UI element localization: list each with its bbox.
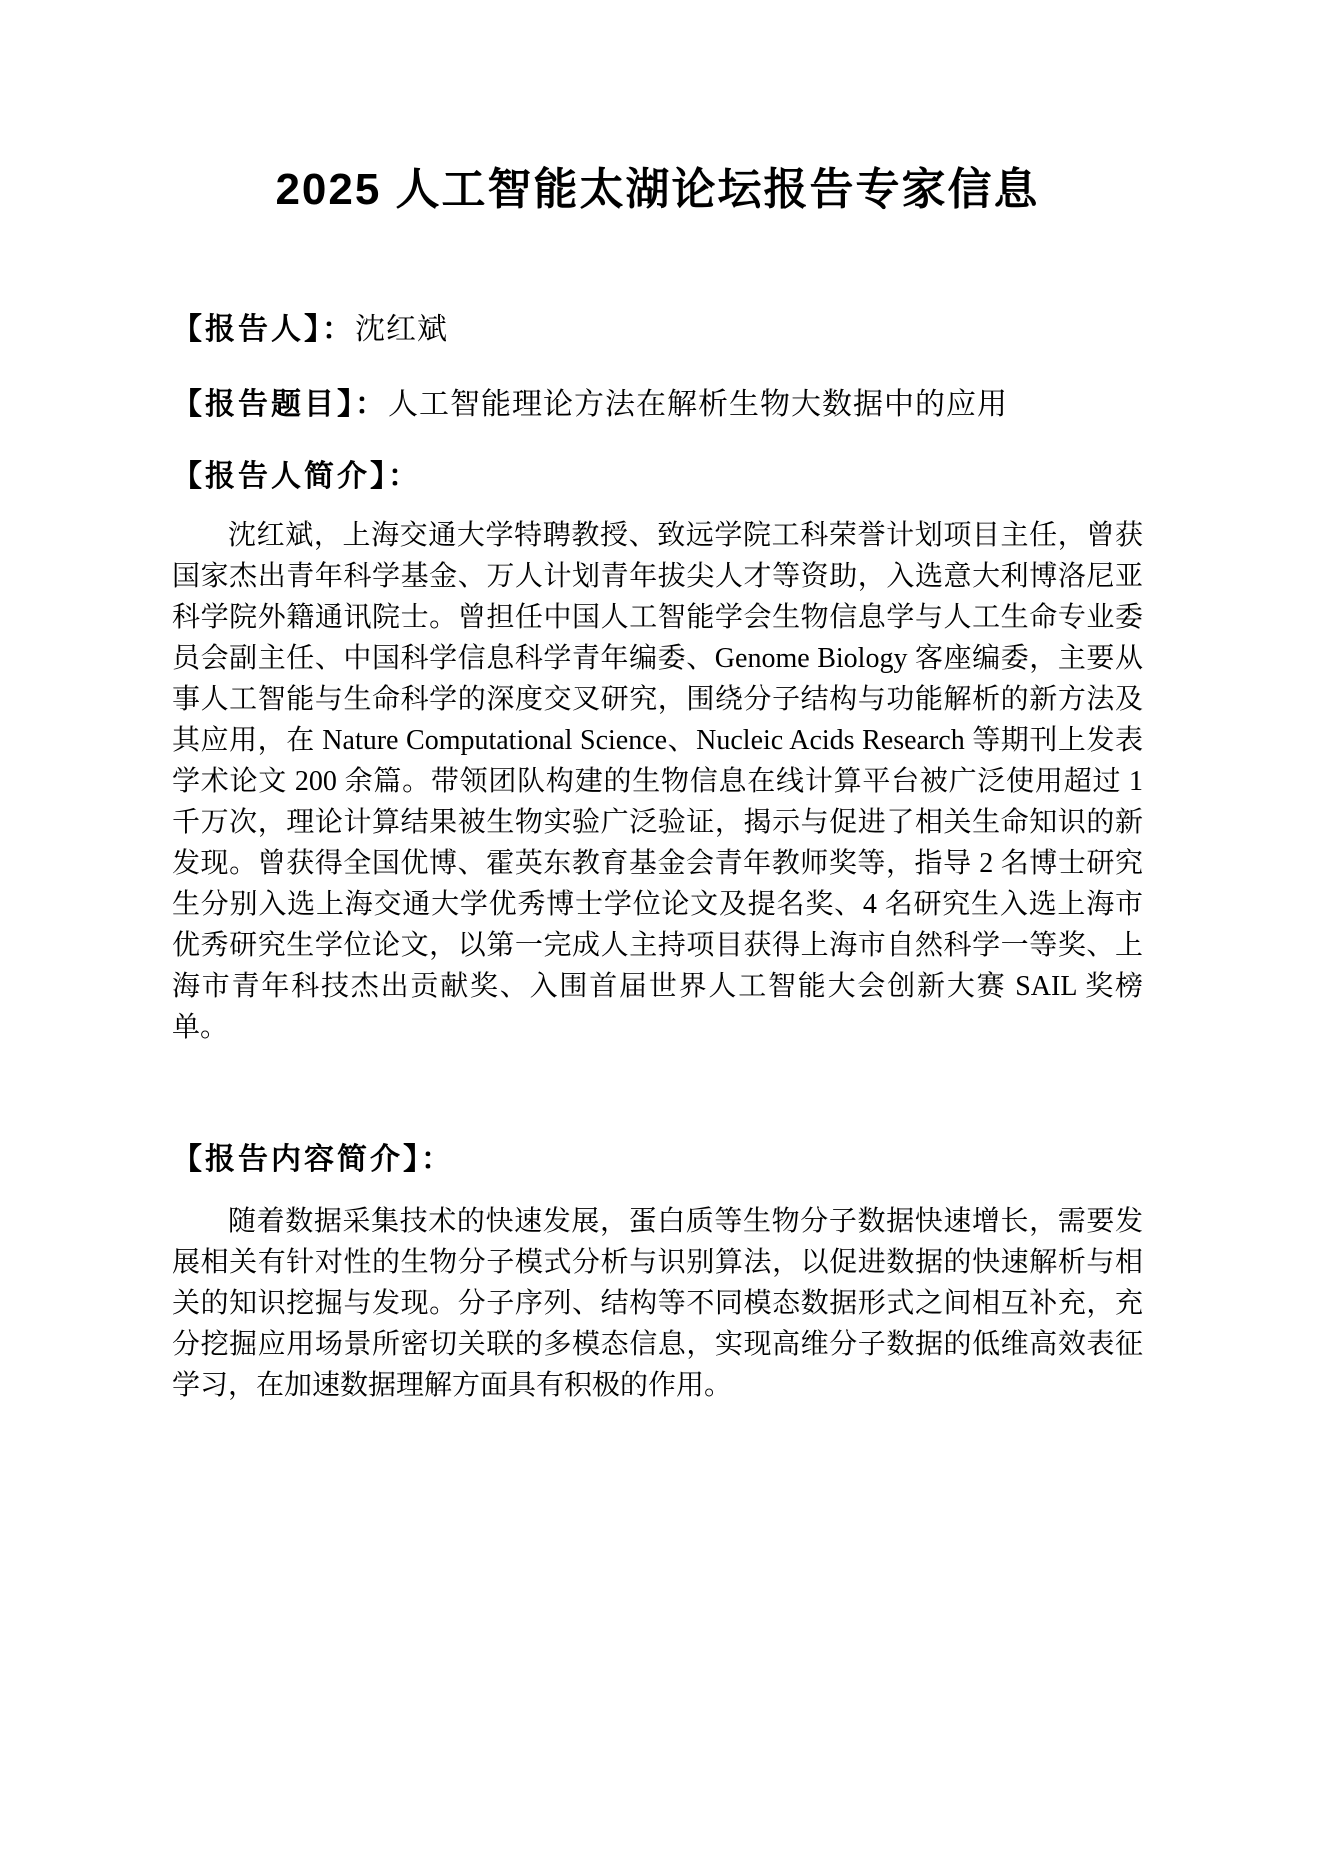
bio-heading	[172, 457, 1143, 497]
abstract-heading	[172, 1140, 1143, 1180]
speaker-label: 【报告人】：	[172, 312, 355, 346]
topic-line	[172, 385, 1143, 425]
bio-label: 【报告人简介】：	[172, 459, 421, 493]
abstract-label: 【报告内容简介】：	[172, 1142, 454, 1176]
abstract-paragraph: 随着数据采集技术的快速发展，蛋白质等生物分子数据快速增长，需要发展相关有针对性的生物分子模式分析与识别算法，以促进数据的快速解析与相关的知识挖掘与发现。分子序列、结构等不同模态数据形式之间相互补充，充分挖掘应用场景所密切关联的多模态信息，实现高维分子数据的低维高效表征学习，在加速数据理解方面具有积极的作用。	[172, 1205, 1143, 1401]
page-title: 2025 人工智能太湖论坛报告专家信息	[275, 165, 1040, 214]
bio-paragraph: 沈红斌，上海交通大学特聘教授、致远学院工科荣誉计划项目主任，曾获国家杰出青年科学基金、万人计划青年拔尖人才等资助，入选意大利博洛尼亚科学院外籍通讯院士。曾担任中国人工智能学会生物信息学与人工生命专业委员会副主任、中国科学信息科学青年编委、Genome Biology 客座编委，主要从事人工智能与生命科学的深度交叉研究，围绕分子结构与功能解析的新方法及其应用，在 Nature Computational Science、Nucleic Acids Research 等期刊上发表学术论文 200 余篇。带领团队构建的生物信息在线计算平台被广泛使用超过 1 千万次，理论计算结果被生物实验广泛验证，揭示与促进了相关生命知识的新发现。曾获得全国优博、霍英东教育基金会青年教师奖等，指导 2 名博士研究生分别入选上海交通大学优秀博士学位论文及提名奖、4 名研究生入选上海市优秀研究生学位论文，以第一完成人主持项目获得上海市自然科学一等奖、上海市青年科技杰出贡献奖、入围首届世界人工智能大会创新大赛 SAIL 奖榜单。	[172, 519, 1143, 1043]
topic-title: 人工智能理论方法在解析生物大数据中的应用	[388, 387, 1008, 421]
speaker-line	[172, 310, 1143, 350]
topic-label: 【报告题目】：	[172, 387, 388, 421]
speaker-name: 沈红斌	[355, 312, 448, 346]
